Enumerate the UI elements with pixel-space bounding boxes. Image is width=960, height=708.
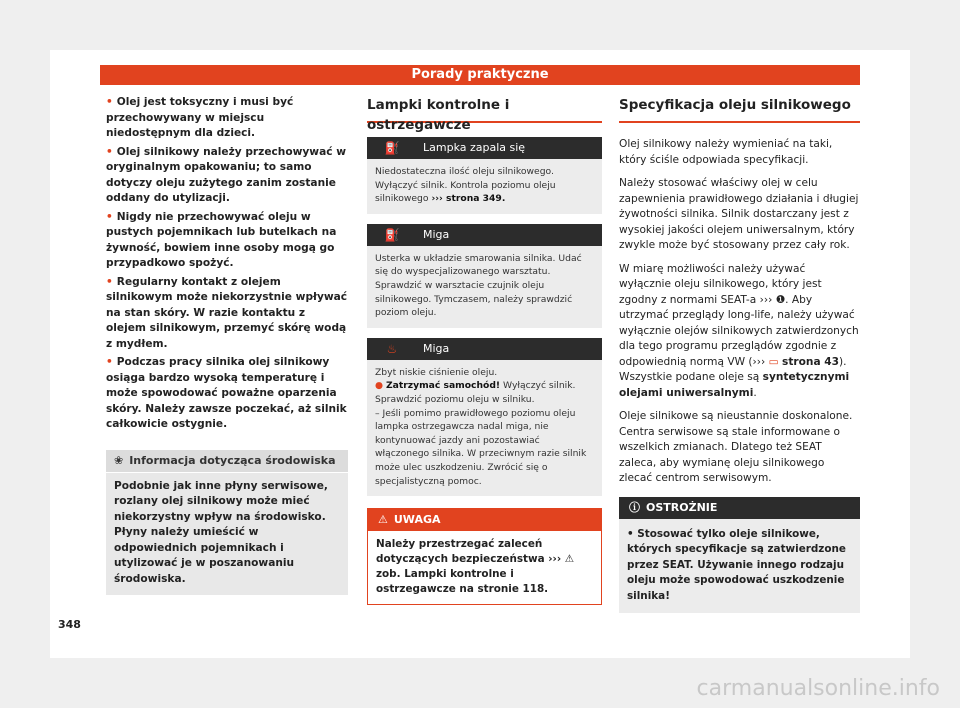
lamp-bar-3: ♨ Miga [367, 338, 602, 360]
paragraph: W miarę możliwości należy używać wyłącznie oleju silnikowego, który jest zgodny z normami SEAT-a ››› ❶. Aby utrzymać przeglądy long-life, należy używać wyłącznie olejów silnikowych zatwierdzonych dla tego programu przeglądów zgodnie z odpowiednią normą VW (››› ▭ strona 43). Wszystkie podane oleje są syntetycznymi olejami uniwersalnymi. [619, 262, 859, 399]
page-reference: strona 43 [782, 355, 840, 368]
section-title-oil-spec: Specyfikacja oleju silnikowego [619, 95, 860, 123]
paragraph: Należy stosować właściwy olej w celu zapewnienia prawidłowego działania i długiej żywotności silnika. Silnik dostarczany jest z wysokiej jakości olejem uniwersalnym, który zwykle może być stosowany przez cały rok. [619, 177, 859, 251]
list-item: • Nigdy nie przechowywać oleju w pustych pojemnikach lub butelkach na żywność, bowiem inne osoby mogą go przypadkowo spożyć. [106, 210, 337, 269]
warning-title: ⚠ UWAGA [368, 509, 601, 531]
column-right [619, 95, 860, 613]
list-item: • Podczas pracy silnika olej silnikowy osiąga bardzo wysoką temperaturę i może spowodować poważne oparzenia skóry. Należy zawsze poczekać, aż silnik całkowicie ostygnie. [106, 356, 347, 430]
oil-level-icon: ⛽ [384, 227, 400, 242]
lamp-box-1 [367, 137, 602, 214]
page [50, 50, 910, 658]
column-middle [367, 95, 602, 605]
environment-info-title: ❀ Informacja dotycząca środowiska [106, 450, 348, 473]
lamp-box-3 [367, 338, 602, 496]
warning-body: Należy przestrzegać zaleceń dotyczących bezpieczeństwa ››› ⚠ zob. Lampki kontrolne i ostrzegawcze na stronie 118. [376, 538, 575, 596]
oil-pressure-icon: ♨ [386, 341, 398, 356]
bullet-dot-icon: • [627, 527, 638, 540]
lamp-body-2: Usterka w układzie smarowania silnika. Udać się do wyspecjalizowanego warsztatu. Sprawdzić w warsztacie czujnik oleju silnikowego. Tymczasem, należy sprawdzić poziom oleju. [375, 252, 582, 319]
watermark: carmanualsonline.info [696, 676, 940, 701]
column-left [106, 95, 348, 595]
environment-info-body: Podobnie jak inne płyny serwisowe, rozlany olej silnikowy może mieć niekorzystny wpływ na środowisko. Płyny należy umieścić w odpowiednich pojemnikach i utylizować je w poszanowaniu środowiska. [114, 479, 328, 585]
caution-box [619, 497, 860, 614]
leaf-icon: ❀ [114, 453, 124, 467]
caution-body: • Stosować tylko oleje silnikowe, których specyfikacje są zatwierdzone przez SEAT. Używanie innego rodzaju oleju może spowodować uszkodzenie silnika! [627, 527, 846, 602]
page-number: 348 [58, 618, 81, 631]
list-item: • Olej silnikowy należy przechowywać w oryginalnym opakowaniu; to samo dotyczy oleju zużytego zanim zostanie oddany do utylizacji. [106, 145, 346, 204]
warning-box [367, 508, 602, 605]
caution-title: ⓘ OSTROŻNIE [619, 497, 860, 519]
lamp-body-3: Zbyt niskie ciśnienie oleju. ● Zatrzymać samochód! Wyłączyć silnik. Sprawdzić poziomu oleju w silniku. – Jeśli pomimo prawidłowego poziomu oleju lampka ostrzegawcza nadal miga, nie kontynuować jazdy ani pozostawiać włączonego silnika. W przeciwnym razie silnik może ulec uszkodzeniu. Zwrócić się o specjalistyczną pomoc. [375, 366, 587, 487]
page-reference: ››› strona 349. [431, 193, 506, 205]
bullet-dot-icon: • [106, 275, 113, 288]
bullet-dot-icon: • [106, 356, 113, 368]
lamp-body-1: Niedostateczna ilość oleju silnikowego. Wyłączyć silnik. Kontrola poziomu oleju silnikowego ››› strona 349. [375, 166, 556, 205]
list-item: • Regularny kontakt z olejem silnikowym może niekorzystnie wpływać na stan skóry. W razie kontaktu z olejem silnikowym, przemyć skórę wodą z mydłem. [106, 275, 348, 350]
paragraph: Oleje silnikowe są nieustannie doskonalone. Centra serwisowe są stale informowane o wszelkich zmianach. Dlatego też SEAT zaleca, aby wymianę oleju silnikowego zlecać centrom serwisowym. [619, 410, 853, 484]
info-circle-icon: ⓘ [629, 500, 640, 514]
warning-triangle-icon: ⚠ [378, 513, 388, 527]
lamp-box-2 [367, 224, 602, 328]
stop-icon: ● [375, 380, 384, 392]
section-title-lamps: Lampki kontrolne i ostrzegawcze [367, 95, 602, 123]
bullet-dot-icon: • [106, 210, 113, 223]
lamp-bar-1: ⛽ Lampka zapala się [367, 137, 602, 159]
bullet-dot-icon: • [106, 145, 113, 158]
bullet-dot-icon: • [106, 96, 113, 108]
lamp-bar-2: ⛽ Miga [367, 224, 602, 246]
page-header: Porady praktyczne [100, 65, 860, 85]
paragraph: Olej silnikowy należy wymieniać na taki, który ściśle odpowiada specyfikacji. [619, 138, 833, 166]
book-reference-icon: ▭ [768, 355, 779, 368]
list-item: • Olej jest toksyczny i musi być przechowywany w miejscu niedostępnym dla dzieci. [106, 96, 294, 139]
environment-info-box [106, 450, 348, 596]
oil-level-icon: ⛽ [384, 141, 400, 155]
